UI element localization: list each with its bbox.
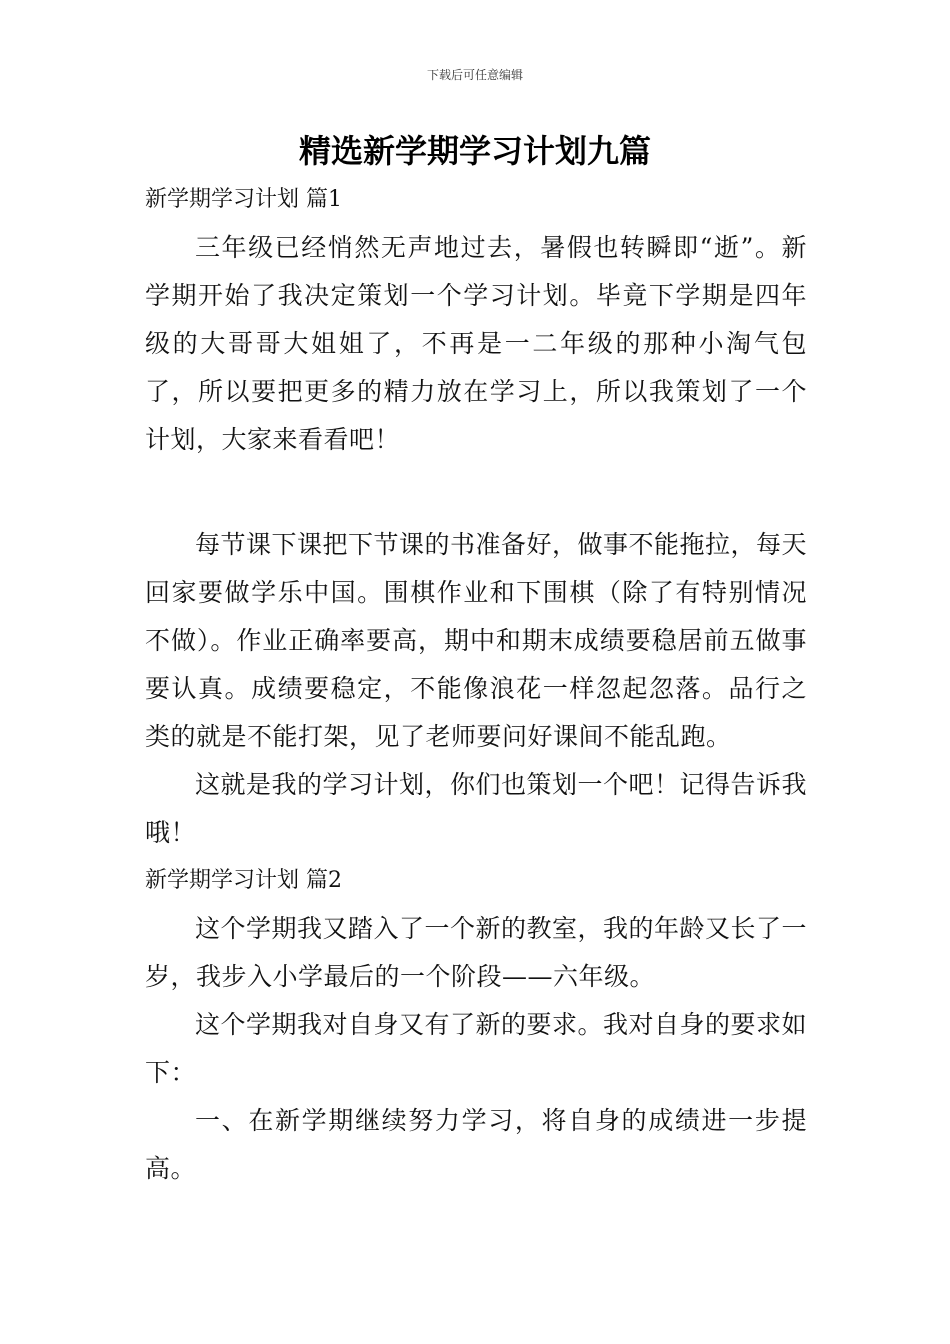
paragraph: 三年级已经悄然无声地过去，暑假也转瞬即“逝”。新学期开始了我决定策划一个学习计划。毕竟下学期是四年级的大哥哥大姐姐了，不再是一二年级的那种小淘气包了，所以要把更多的精力放在学习上，所以我策划了一个计划，大家来看看吧！: [145, 233, 807, 454]
paragraph: 每节课下课把下节课的书准备好，做事不能拖拉，每天回家要做学乐中国。围棋作业和下围棋（除了有特别情况不做）。作业正确率要高，期中和期末成绩要稳居前五做事要认真。成绩要稳定，不能像浪花一样忽起忽落。品行之类的就是不能打架，见了老师要问好课间不能乱跑。: [145, 530, 808, 751]
page-header-note: 下载后可任意编辑: [426, 68, 523, 82]
document-title: 精选新学期学习计划九篇: [298, 132, 651, 170]
section-heading: 新学期学习计划 篇2: [145, 868, 342, 893]
document-body: [145, 176, 807, 1193]
section-heading: 新学期学习计划 篇1: [145, 187, 342, 212]
section-2: [145, 857, 807, 1193]
paragraph: 这就是我的学习计划，你们也策划一个吧！记得告诉我哦！: [145, 770, 808, 847]
paragraph: 这个学期我对自身又有了新的要求。我对自身的要求如下：: [145, 1010, 808, 1087]
paragraph: 这个学期我又踏入了一个新的教室，我的年龄又长了一岁，我步入小学最后的一个阶段——六年级。: [145, 914, 808, 991]
section-1: [145, 176, 807, 857]
paragraph: 一、在新学期继续努力学习，将自身的成绩进一步提高。: [145, 1106, 807, 1183]
